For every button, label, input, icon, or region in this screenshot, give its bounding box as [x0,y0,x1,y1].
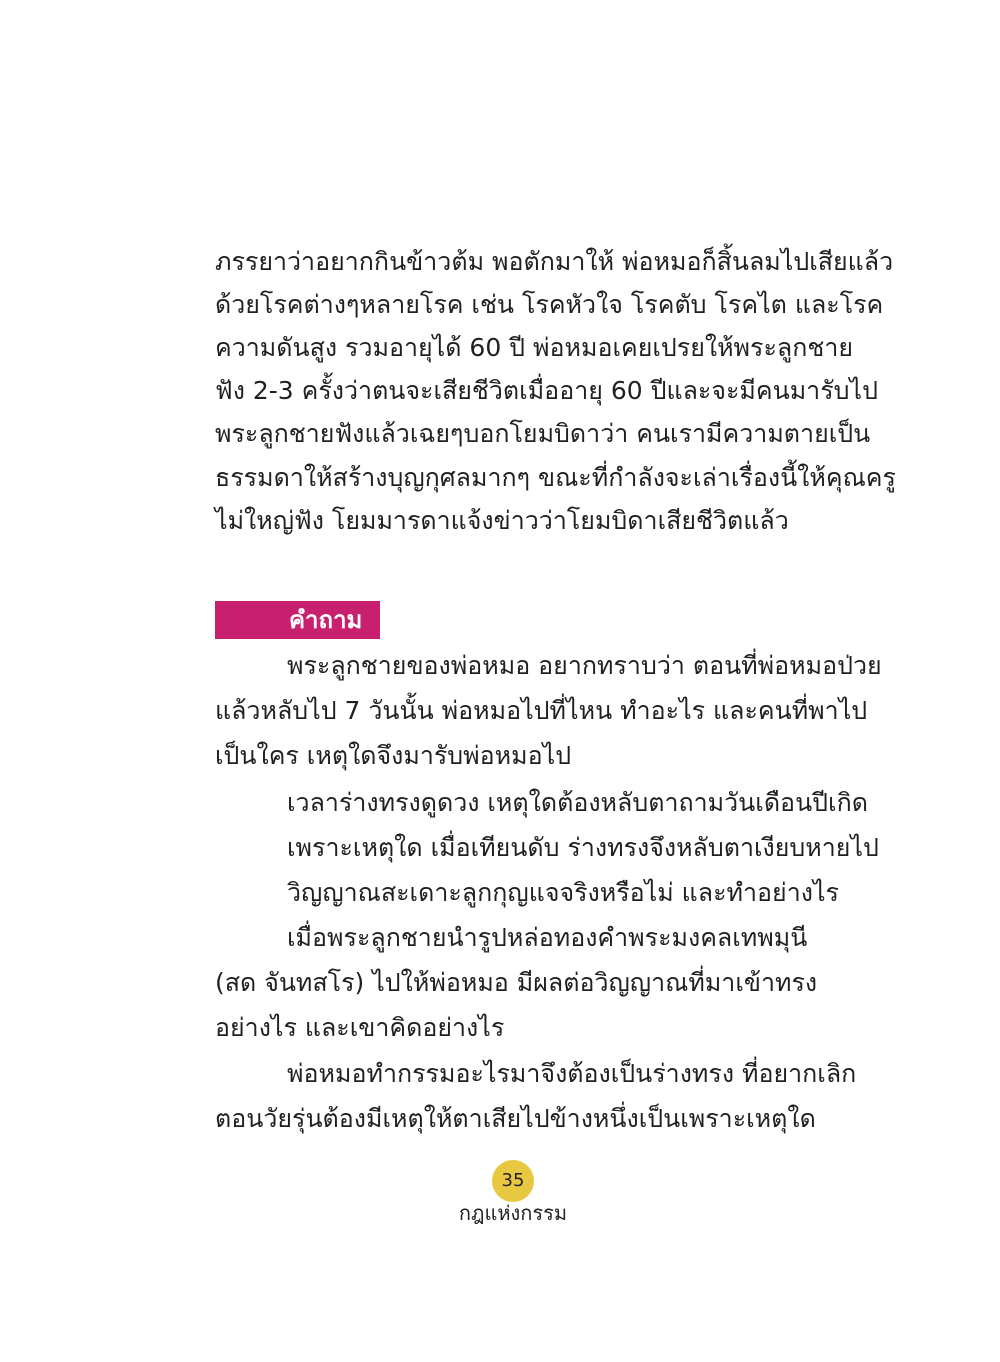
question-1-line-1: พระลูกชายของพ่อหมอ อยากทราบว่า ตอนที่พ่อหมอป่วย [287,651,882,680]
question-6-line-1: พ่อหมอทำกรรมอะไรมาจึงต้องเป็นร่างทรง ที่อยากเลิก [287,1059,857,1088]
question-6-line-2: ตอนวัยรุ่นต้องมีเหตุให้ตาเสียไปข้างหนึ่งเป็นเพราะเหตุใด [215,1104,816,1133]
intro-line-2: ด้วยโรคต่างๆหลายโรค เช่น โรคหัวใจ โรคตับ โรคไต และโรค [215,290,884,319]
page-number-badge: 35 [492,1160,534,1202]
book-title: กฎแห่งกรรม [458,1201,568,1225]
question-3: เพราะเหตุใด เมื่อเทียนดับ ร่างทรงจึงหลับตาเงียบหายไป [287,833,879,862]
intro-line-6: ธรรมดาให้สร้างบุญกุศลมากๆ ขณะที่กำลังจะเล่าเรื่องนี้ให้คุณครู [215,463,896,492]
intro-line-1: ภรรยาว่าอยากกินข้าวต้ม พอตักมาให้ พ่อหมอก็สิ้นลมไปเสียแล้ว [215,247,894,276]
question-5-line-3: อย่างไร และเขาคิดอย่างไร [215,1013,505,1042]
intro-line-7: ไม่ใหญ่ฟัง โยมมารดาแจ้งข่าวว่าโยมบิดาเสียชีวิตแล้ว [215,506,789,535]
intro-paragraph [215,242,896,535]
question-2: เวลาร่างทรงดูดวง เหตุใดต้องหลับตาถามวันเดือนปีเกิด [287,788,868,817]
questions-block [215,646,882,1136]
intro-line-5: พระลูกชายฟังแล้วเฉยๆบอกโยมบิดาว่า คนเรามีความตายเป็น [215,419,871,448]
intro-line-4: ฟัง 2-3 ครั้งว่าตนจะเสียชีวิตเมื่ออายุ 60 ปีและจะมีคนมารับไป [215,376,878,405]
section-label-questions: คำถาม [215,601,380,639]
intro-line-3: ความดันสูง รวมอายุได้ 60 ปี พ่อหมอเคยเปรยให้พระลูกชาย [215,333,854,362]
question-5-line-1: เมื่อพระลูกชายนำรูปหล่อทองคำพระมงคลเทพมุนี [287,923,808,952]
question-5-line-2: (สด จันทสโร) ไปให้พ่อหมอ มีผลต่อวิญญาณที่มาเข้าทรง [215,968,818,997]
question-1-line-3: เป็นใคร เหตุใดจึงมารับพ่อหมอไป [215,741,572,770]
question-1-line-2: แล้วหลับไป 7 วันนั้น พ่อหมอไปที่ไหน ทำอะไร และคนที่พาไป [215,696,868,725]
question-4: วิญญาณสะเดาะลูกกุญแจจริงหรือไม่ และทำอย่างไร [287,878,839,907]
